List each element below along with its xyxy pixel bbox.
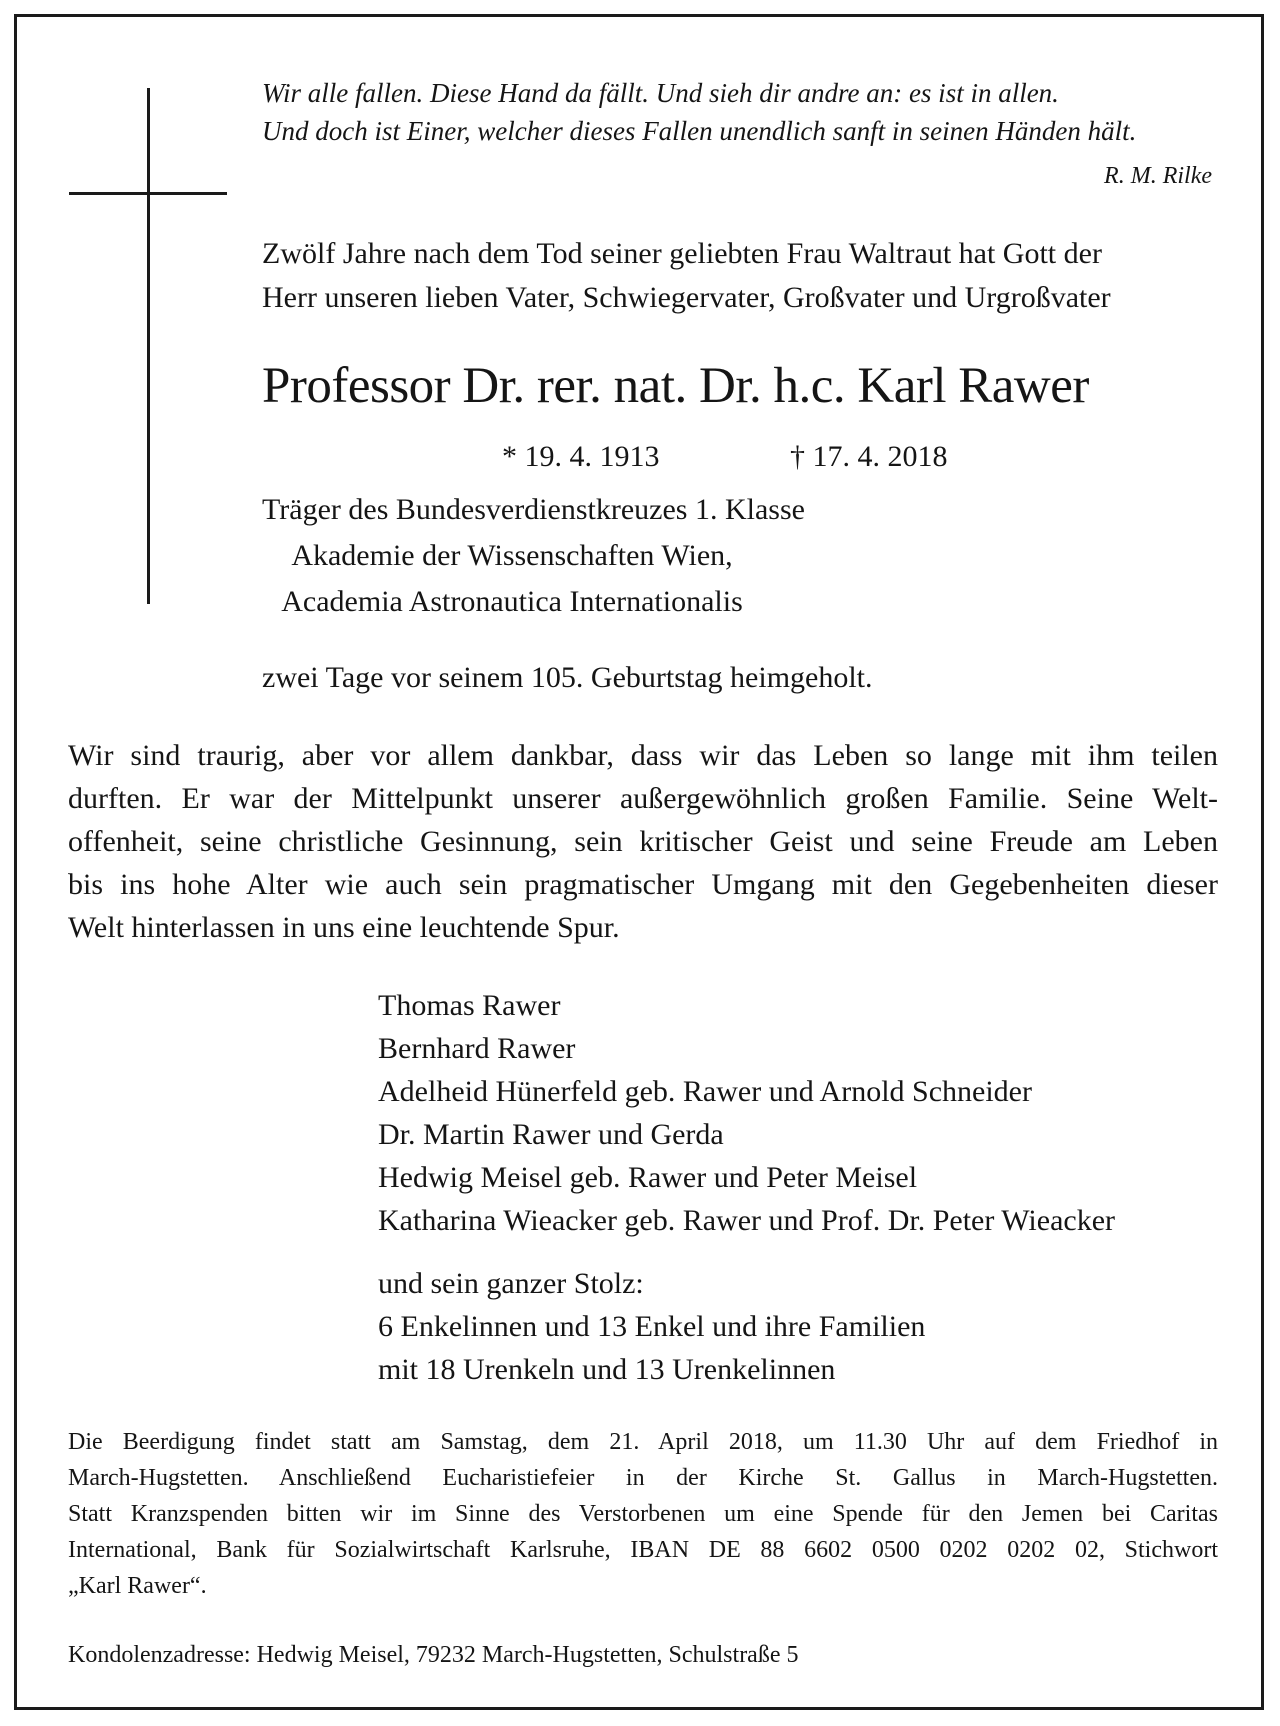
paragraph-line: Wir sind traurig, aber vor allem dankbar, dass wir das Leben so lange mit ihm teilen — [68, 739, 1218, 772]
family-member: Adelheid Hünerfeld geb. Rawer und Arnold Schneider — [378, 1075, 1032, 1108]
funeral-line: „Karl Rawer“. — [68, 1573, 207, 1599]
family-member: Bernhard Rawer — [378, 1032, 576, 1065]
family-member: Thomas Rawer — [378, 989, 561, 1022]
paragraph-line: Welt hinterlassen in uns eine leuchtende Spur. — [68, 911, 620, 944]
death-date: † 17. 4. 2018 — [790, 440, 948, 473]
funeral-line: International, Bank für Sozialwirtschaft Karlsruhe, IBAN DE 88 6602 0500 0202 0202 02, Stichwort — [68, 1537, 1218, 1563]
honor-line: Träger des Bundesverdienstkreuzes 1. Klasse — [262, 493, 805, 526]
intro-line: Herr unseren lieben Vater, Schwiegervater, Großvater und Urgroßvater — [262, 281, 1111, 314]
remark-line: zwei Tage vor seinem 105. Geburtstag heimgeholt. — [262, 661, 873, 694]
intro-line: Zwölf Jahre nach dem Tod seiner geliebten Frau Waltraut hat Gott der — [262, 237, 1102, 270]
rilke-quote — [262, 74, 1212, 150]
honors-list — [262, 487, 805, 625]
cross-icon-bar — [69, 192, 227, 195]
family-member: Hedwig Meisel geb. Rawer und Peter Meisel — [378, 1161, 918, 1194]
pride-line: und sein ganzer Stolz: — [378, 1267, 644, 1300]
quote-author: R. M. Rilke — [1104, 163, 1212, 189]
funeral-info — [68, 1424, 1218, 1604]
deceased-name: Professor Dr. rer. nat. Dr. h.c. Karl Rawer — [262, 358, 1089, 414]
funeral-line: Die Beerdigung findet statt am Samstag, dem 21. April 2018, um 11.30 Uhr auf dem Friedhof in — [68, 1429, 1218, 1455]
birth-date: * 19. 4. 1913 — [502, 440, 660, 473]
grandchildren-block — [378, 1262, 925, 1391]
funeral-line: March-Hugstetten. Anschließend Eucharistiefeier in der Kirche St. Gallus in March-Hugstetten. — [68, 1465, 1218, 1491]
paragraph-line: durften. Er war der Mittelpunkt unserer außergewöhnlich großen Familie. Seine Welt- — [68, 782, 1218, 815]
honor-line: Academia Astronautica Internationalis — [281, 585, 743, 618]
life-dates — [262, 435, 1212, 479]
tribute-paragraph — [68, 734, 1218, 949]
family-member: Dr. Martin Rawer und Gerda — [378, 1118, 724, 1151]
family-list — [378, 984, 1115, 1242]
quote-line: Wir alle fallen. Diese Hand da fällt. Und sieh dir andre an: es ist in allen. — [262, 78, 1059, 108]
family-member: Katharina Wieacker geb. Rawer und Prof. Dr. Peter Wieacker — [378, 1204, 1116, 1237]
pride-line: 6 Enkelinnen und 13 Enkel und ihre Familien — [378, 1310, 926, 1343]
cross-icon — [147, 88, 150, 604]
pride-line: mit 18 Urenkeln und 13 Urenkelinnen — [378, 1353, 836, 1386]
funeral-line: Statt Kranzspenden bitten wir im Sinne des Verstorbenen um eine Spende für den Jemen bei Caritas — [68, 1501, 1218, 1527]
paragraph-line: bis ins hohe Alter wie auch sein pragmatischer Umgang mit den Gegebenheiten dieser — [68, 868, 1218, 901]
paragraph-line: offenheit, seine christliche Gesinnung, sein kritischer Geist und seine Freude am Leben — [68, 825, 1218, 858]
condolence-address: Kondolenzadresse: Hedwig Meisel, 79232 March-Hugstetten, Schulstraße 5 — [68, 1642, 799, 1668]
quote-line: Und doch ist Einer, welcher dieses Fallen unendlich sanft in seinen Händen hält. — [262, 116, 1137, 146]
intro-text — [262, 232, 1111, 320]
honor-line: Akademie der Wissenschaften Wien, — [291, 539, 733, 572]
